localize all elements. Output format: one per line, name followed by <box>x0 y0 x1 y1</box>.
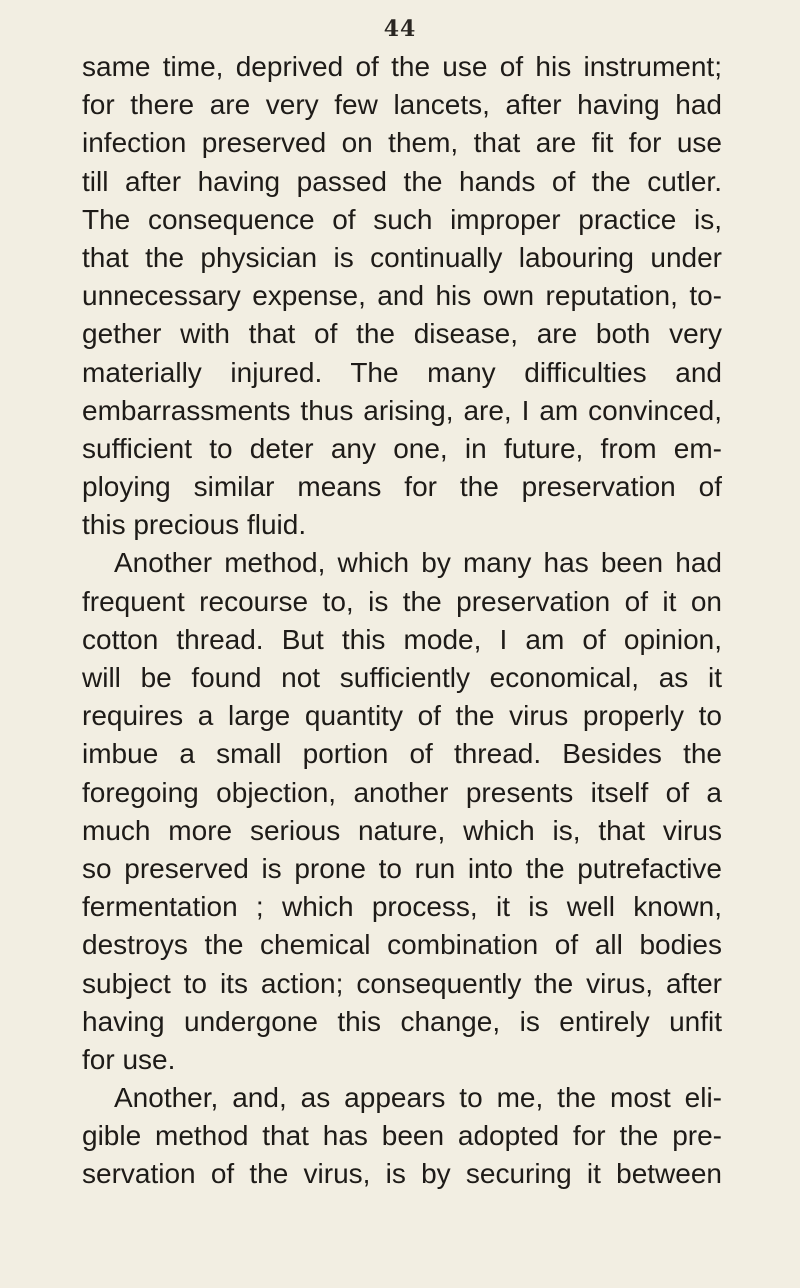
text-line: foregoing objection, another presents itself of a <box>82 776 722 808</box>
text-line: unnecessary expense, and his own reputation, to- <box>82 280 722 312</box>
text-line: so preserved is prone to run into the putrefactive <box>82 852 722 884</box>
text-line: much more serious nature, which is, that virus <box>82 814 722 846</box>
text-line: that the physician is continually labouring under <box>82 241 722 273</box>
text-line: ploying similar means for the preservation of <box>82 471 722 503</box>
text-line: The consequence of such improper practice is, <box>82 203 722 235</box>
text-line: will be found not sufficiently economical, as it <box>82 662 722 693</box>
text-line: till after having passed the hands of the cutler. <box>82 165 722 197</box>
body-text <box>82 48 722 1194</box>
text-line: materially injured. The many difficulties and <box>82 356 722 388</box>
text-line: cotton thread. But this mode, I am of opinion, <box>82 623 722 655</box>
text-line: subject to its action; consequently the virus, after <box>82 967 722 999</box>
text-line: servation of the virus, is by securing it between <box>82 1158 722 1190</box>
text-line: infection preserved on them, that are fit for use <box>82 127 722 159</box>
text-line: imbue a small portion of thread. Besides the <box>82 738 722 770</box>
text-line: gible method that has been adopted for the pre- <box>82 1120 722 1152</box>
text-line: having undergone this change, is entirely unfit <box>82 1005 722 1037</box>
paragraph-end-line: for use. <box>82 1043 176 1075</box>
text-line: embarrassments thus arising, are, I am convinced, <box>82 394 722 426</box>
text-line: for there are very few lancets, after having had <box>82 89 722 121</box>
text-line: frequent recourse to, is the preservation of it on <box>82 585 722 617</box>
text-line: gether with that of the disease, are both very <box>82 318 722 350</box>
text-line: fermentation ; which process, it is well known, <box>82 891 722 923</box>
text-line: destroys the chemical combination of all bodies <box>82 929 722 961</box>
text-line: sufficient to deter any one, in future, from em- <box>82 432 722 464</box>
text-line: same time, deprived of the use of his instrument; <box>82 51 722 82</box>
text-line: requires a large quantity of the virus properly to <box>82 700 722 732</box>
paragraph-start-line: Another method, which by many has been had <box>114 547 722 579</box>
page-number: 44 <box>383 16 417 42</box>
paragraph-start-line: Another, and, as appears to me, the most eli- <box>114 1082 722 1114</box>
paragraph-end-line: this precious fluid. <box>82 509 307 541</box>
